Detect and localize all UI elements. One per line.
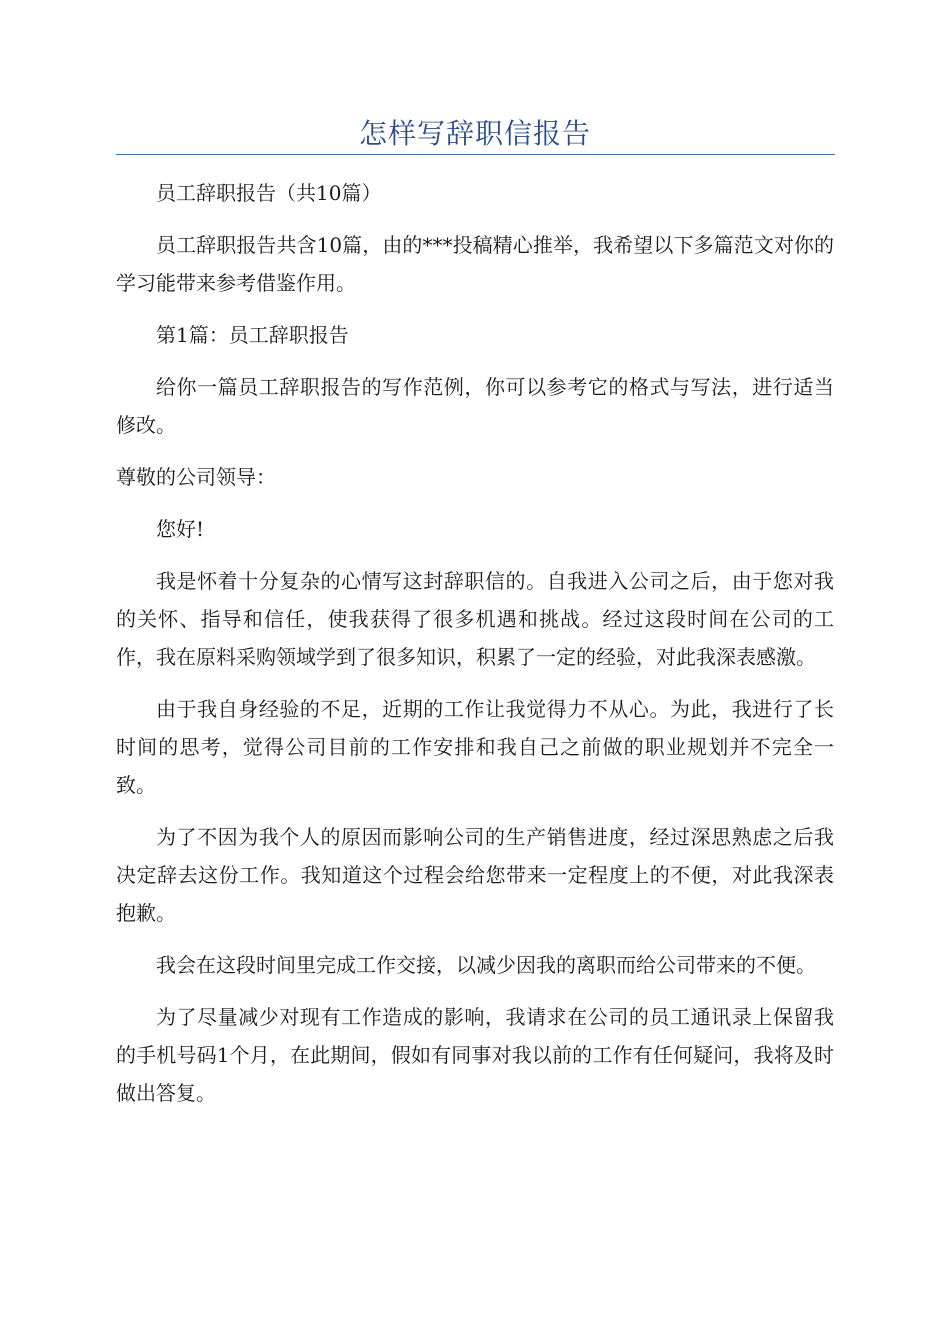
intro-paragraph: 员工辞职报告共含10篇，由的***投稿精心推举，我希望以下多篇范文对你的学习能带来参考借鉴作用。 [116, 233, 834, 295]
greeting: 您好! [156, 517, 205, 541]
body-paragraph: 我会在这段时间里完成工作交接，以减少因我的离职而给公司带来的不便。 [156, 953, 816, 977]
body-paragraph: 由于我自身经验的不足，近期的工作让我觉得力不从心。为此，我进行了长时间的思考，觉得公司目前的工作安排和我自己之前做的职业规划并不完全一致。 [116, 697, 834, 797]
body-paragraph: 为了尽量减少对现有工作造成的影响，我请求在公司的员工通讯录上保留我的手机号码1个月，在此期间，假如有同事对我以前的工作有任何疑问，我将及时做出答复。 [116, 1005, 834, 1105]
salutation: 尊敬的公司领导： [116, 465, 276, 489]
title-underline [116, 154, 835, 155]
body-paragraph: 为了不因为我个人的原因而影响公司的生产销售进度，经过深思熟虑之后我决定辞去这份工作。我知道这个过程会给您带来一定程度上的不便，对此我深表抱歉。 [116, 825, 834, 925]
body-paragraph: 给你一篇员工辞职报告的写作范例，你可以参考它的格式与写法，进行适当修改。 [116, 375, 834, 437]
document-title: 怎样写辞职信报告 [358, 117, 591, 150]
body-paragraph: 我是怀着十分复杂的心情写这封辞职信的。自我进入公司之后，由于您对我的关怀、指导和信任，使我获得了很多机遇和挑战。经过这段时间在公司的工作，我在原料采购领域学到了很多知识，积累了一定的经验，对此我深表感激。 [116, 569, 834, 669]
document-body [116, 174, 834, 1126]
subtitle-paragraph: 员工辞职报告（共10篇） [156, 181, 382, 205]
section-heading: 第1篇：员工辞职报告 [156, 323, 349, 347]
